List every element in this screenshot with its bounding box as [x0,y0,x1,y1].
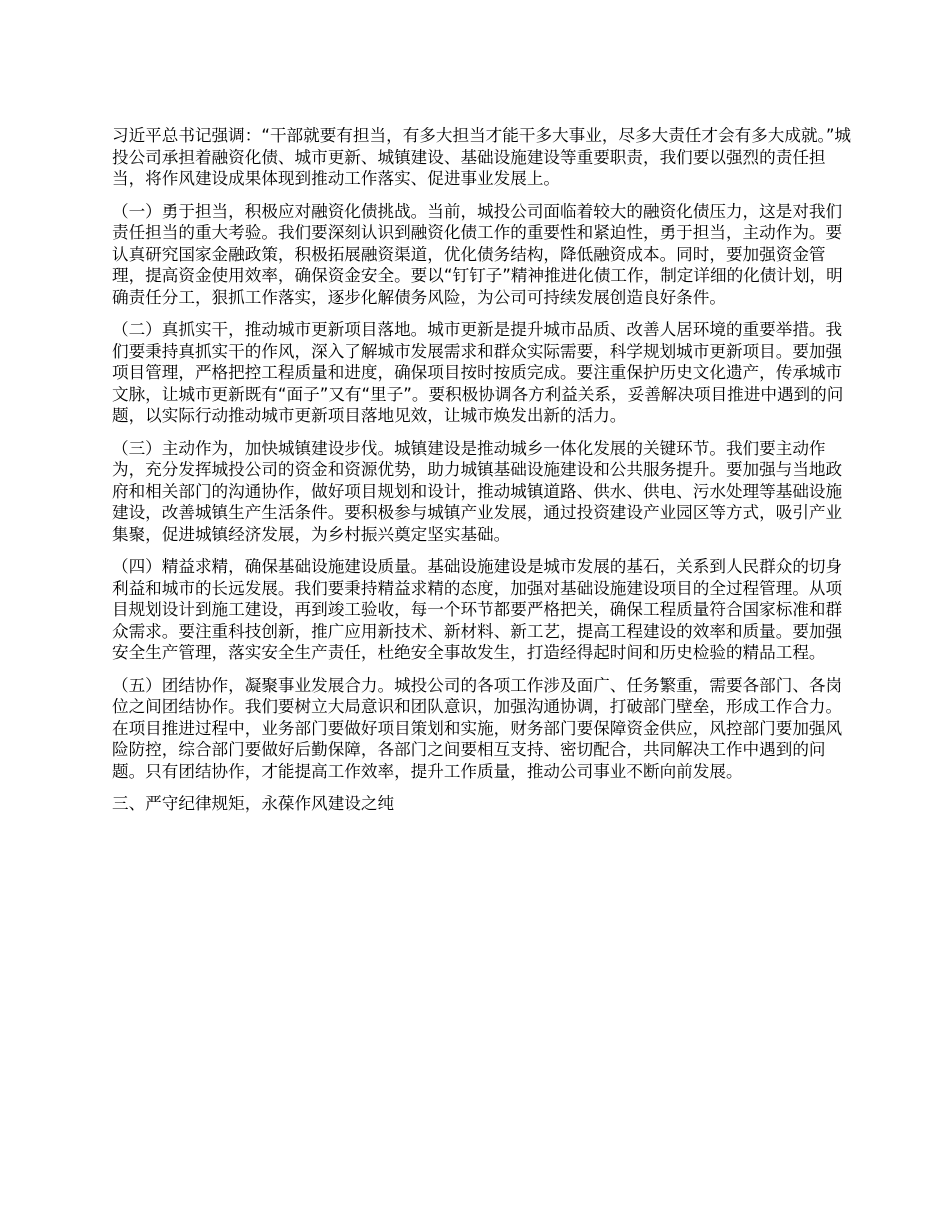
intro-paragraph: 习近平总书记强调：“干部就要有担当，有多大担当才能干多大事业，尽多大责任才会有多大成就。”城投公司承担着融资化债、城市更新、城镇建设、基础设施建设等重要职责，我们要以强烈的责任担当，将作风建设成果体现到推动工作落实、促进事业发展上。 [112,126,852,188]
section-five-paragraph: （五）团结协作，凝聚事业发展合力。城投公司的各项工作涉及面广、任务繁重，需要各部门、各岗位之间团结协作。我们要树立大局意识和团队意识，加强沟通协调，打破部门壁垒，形成工作合力。在项目推进过程中，业务部门要做好项目策划和实施，财务部门要保障资金供应，风控部门要加强风险防控，综合部门要做好后勤保障，各部门之间要相互支持、密切配合，共同解决工作中遇到的问题。只有团结协作，才能提高工作效率，提升工作质量，推动公司事业不断向前发展。 [112,675,843,781]
section-four-paragraph: （四）精益求精，确保基础设施建设质量。基础设施建设是城市发展的基石，关系到人民群众的切身利益和城市的长远发展。我们要秉持精益求精的态度，加强对基础设施建设项目的全过程管理。从项目规划设计到施工建设，再到竣工验收，每一个环节都要严格把关，确保工程质量符合国家标准和群众需求。要注重科技创新，推广应用新技术、新材料、新工艺，提高工程建设的效率和质量。要加强安全生产管理，落实安全生产责任，杜绝安全事故发生，打造经得起时间和历史检验的精品工程。 [112,557,843,662]
section-one-paragraph: （一）勇于担当，积极应对融资化债挑战。当前，城投公司面临着较大的融资化债压力，这是对我们责任担当的重大考验。我们要深刻认识到融资化债工作的重要性和紧迫性，勇于担当，主动作为。要认真研究国家金融政策，积极拓展融资渠道，优化债务结构，降低融资成本。同时，要加强资金管理，提高资金使用效率，确保资金安全。要以“钉钉子”精神推进化债工作，制定详细的化债计划，明确责任分工，狠抓工作落实，逐步化解债务风险，为公司可持续发展创造良好条件。 [112,201,843,307]
chapter-three-heading: 三、严守纪律规矩，永葆作风建设之纯 [112,794,395,813]
document-page [112,125,858,826]
section-three-paragraph: （三）主动作为，加快城镇建设步伐。城镇建设是推动城乡一体化发展的关键环节。我们要主动作为，充分发挥城投公司的资金和资源优势，助力城镇基础设施建设和公共服务提升。要加强与当地政府和相关部门的沟通协作，做好项目规划和设计，推动城镇道路、供水、供电、污水处理等基础设施建设，改善城镇生产生活条件。要积极参与城镇产业发展，通过投资建设产业园区等方式，吸引产业集聚，促进城镇经济发展，为乡村振兴奠定坚实基础。 [112,438,843,544]
section-two-paragraph: （二）真抓实干，推动城市更新项目落地。城市更新是提升城市品质、改善人居环境的重要举措。我们要秉持真抓实干的作风，深入了解城市发展需求和群众实际需要，科学规划城市更新项目。要加强项目管理，严格把控工程质量和进度，确保项目按时按质完成。要注重保护历史文化遗产，传承城市文脉，让城市更新既有“面子”又有“里子”。要积极协调各方利益关系，妥善解决项目推进中遇到的问题，以实际行动推动城市更新项目落地见效，让城市焕发出新的活力。 [112,320,844,425]
